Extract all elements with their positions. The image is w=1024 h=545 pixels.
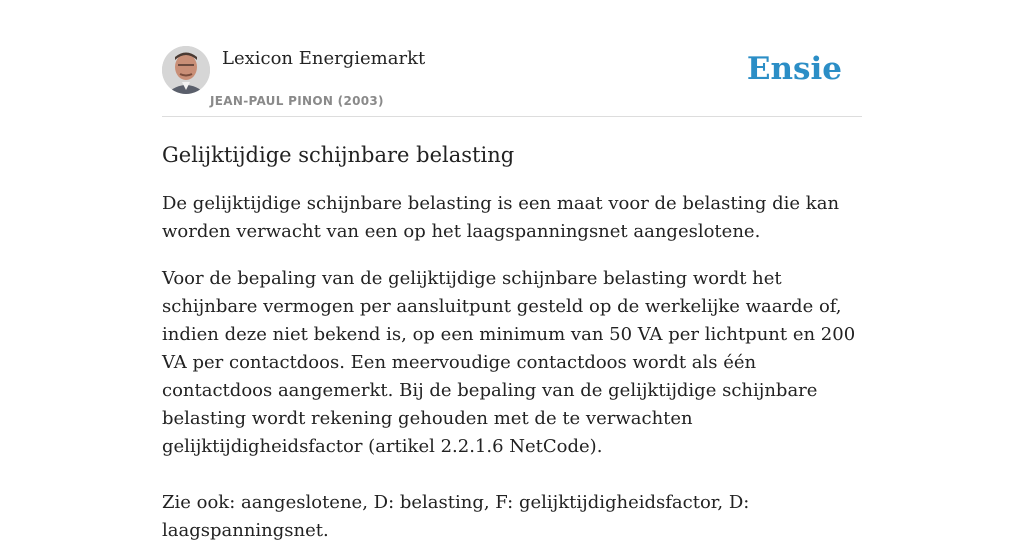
definition-paragraph: De gelijktijdige schijnbare belasting is een maat voor de belasting die kan worden verwacht van een op het laagspanningsnet aangeslotene.	[162, 193, 840, 242]
author-portrait-icon	[162, 46, 210, 94]
brand-logo[interactable]: Ensie	[746, 51, 842, 87]
detail-paragraph: Voor de bepaling van de gelijktijdige schijnbare belasting wordt het schijnbare vermogen per aansluitpunt gesteld op de werkelijke waarde of, indien deze niet bekend is, op een minimum van 50 VA per lichtpunt en 200 VA per contactdoos. Een meervoudige contactdoos wordt als één contactdoos aangemerkt. Bij de bepaling van de gelijktijdige schijnbare belasting wordt rekening gehouden met de te verwachten gelijktijdigheidsfactor (artikel 2.2.1.6 NetCode).	[162, 268, 856, 457]
entry-header	[162, 46, 862, 117]
see-also-paragraph: Zie ook: aangeslotene, D: belasting, F: gelijktijdigheidsfactor, D: laagspanningsnet.	[162, 492, 750, 541]
avatar	[162, 46, 210, 94]
lexicon-title[interactable]: Lexicon Energiemarkt	[222, 48, 426, 69]
entry-card	[162, 46, 862, 545]
author-name[interactable]: JEAN-PAUL PINON (2003)	[210, 94, 384, 108]
page-title: Gelijktijdige schijnbare belasting	[162, 143, 515, 167]
